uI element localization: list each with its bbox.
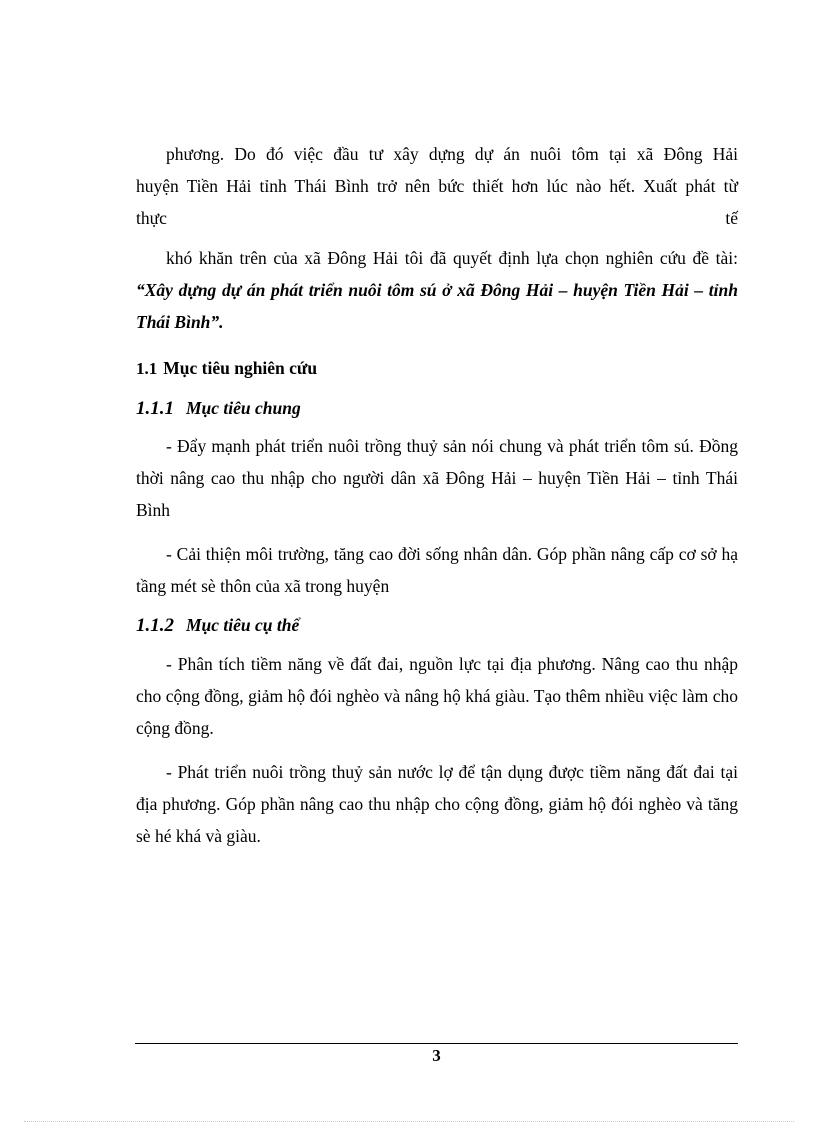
heading-1-1-2-number: 1.1.2 <box>136 615 174 636</box>
heading-1-1-2 <box>136 613 299 638</box>
specific-objective-item: - Phân tích tiềm năng về đất đai, nguồn lực tại địa phương. Nâng cao thu nhập cho cộng đồng, giảm hộ đói nghèo và nâng hộ khá giàu. Tạo thêm nhiều việc làm cho cộng đồng. <box>136 654 738 738</box>
heading-1-1-2-title: Mục tiêu cụ thể <box>186 615 300 635</box>
heading-1-1-title: Mục tiêu nghiên cứu <box>163 358 318 378</box>
intro-line-2: huyện Tiền Hải tỉnh Thái Bình trở nên bức thiết hơn lúc nào hết. Xuất phát từ <box>136 176 738 196</box>
heading-1-1-1 <box>136 396 301 421</box>
intro-paragraph <box>136 138 738 234</box>
intro-line-3-right: tế <box>725 208 738 228</box>
intro-line-3-left: thực <box>136 208 167 228</box>
specific-objectives <box>136 648 738 852</box>
specific-objective-item: - Phát triển nuôi trồng thuỷ sản nước lợ để tận dụng được tiềm năng đất đai tại địa phương. Góp phần nâng cao thu nhập cho cộng đồng, giảm hộ đói nghèo và tăng sè hé khá và giàu. <box>136 762 738 846</box>
general-objectives <box>136 430 738 602</box>
page-bottom-edge <box>24 1121 794 1122</box>
footer-divider <box>135 1043 738 1044</box>
topic-title: “Xây dựng dự án phát triển nuôi tôm sú ở xã Đông Hải – huyện Tiền Hải – tỉnh Thái Bình”. <box>136 280 738 332</box>
heading-1-1 <box>136 356 317 381</box>
page-number: 3 <box>432 1046 441 1065</box>
heading-1-1-1-number: 1.1.1 <box>136 398 174 419</box>
heading-1-1-1-title: Mục tiêu chung <box>186 398 301 418</box>
topic-text <box>136 242 738 338</box>
topic-lead: khó khăn trên của xã Đông Hải tôi đã quyết định lựa chọn nghiên cứu đề tài: <box>166 248 738 268</box>
intro-line-3 <box>136 202 738 234</box>
intro-line-1: phương. Do đó việc đầu tư xây dựng dự án nuôi tôm tại xã Đông Hải <box>166 144 738 164</box>
general-objective-item: - Cải thiện môi trường, tăng cao đời sống nhân dân. Góp phần nâng cấp cơ sở hạ tầng mét sè thôn của xã trong huyện <box>136 544 738 596</box>
general-objective-item: - Đẩy mạnh phát triển nuôi trồng thuỷ sản nói chung và phát triển tôm sú. Đồng thời nâng cao thu nhập cho người dân xã Đông Hải – huyện Tiền Hải – tỉnh Thái Bình <box>136 436 738 520</box>
heading-1-1-number: 1.1 <box>136 359 158 378</box>
topic-paragraph <box>136 242 738 338</box>
